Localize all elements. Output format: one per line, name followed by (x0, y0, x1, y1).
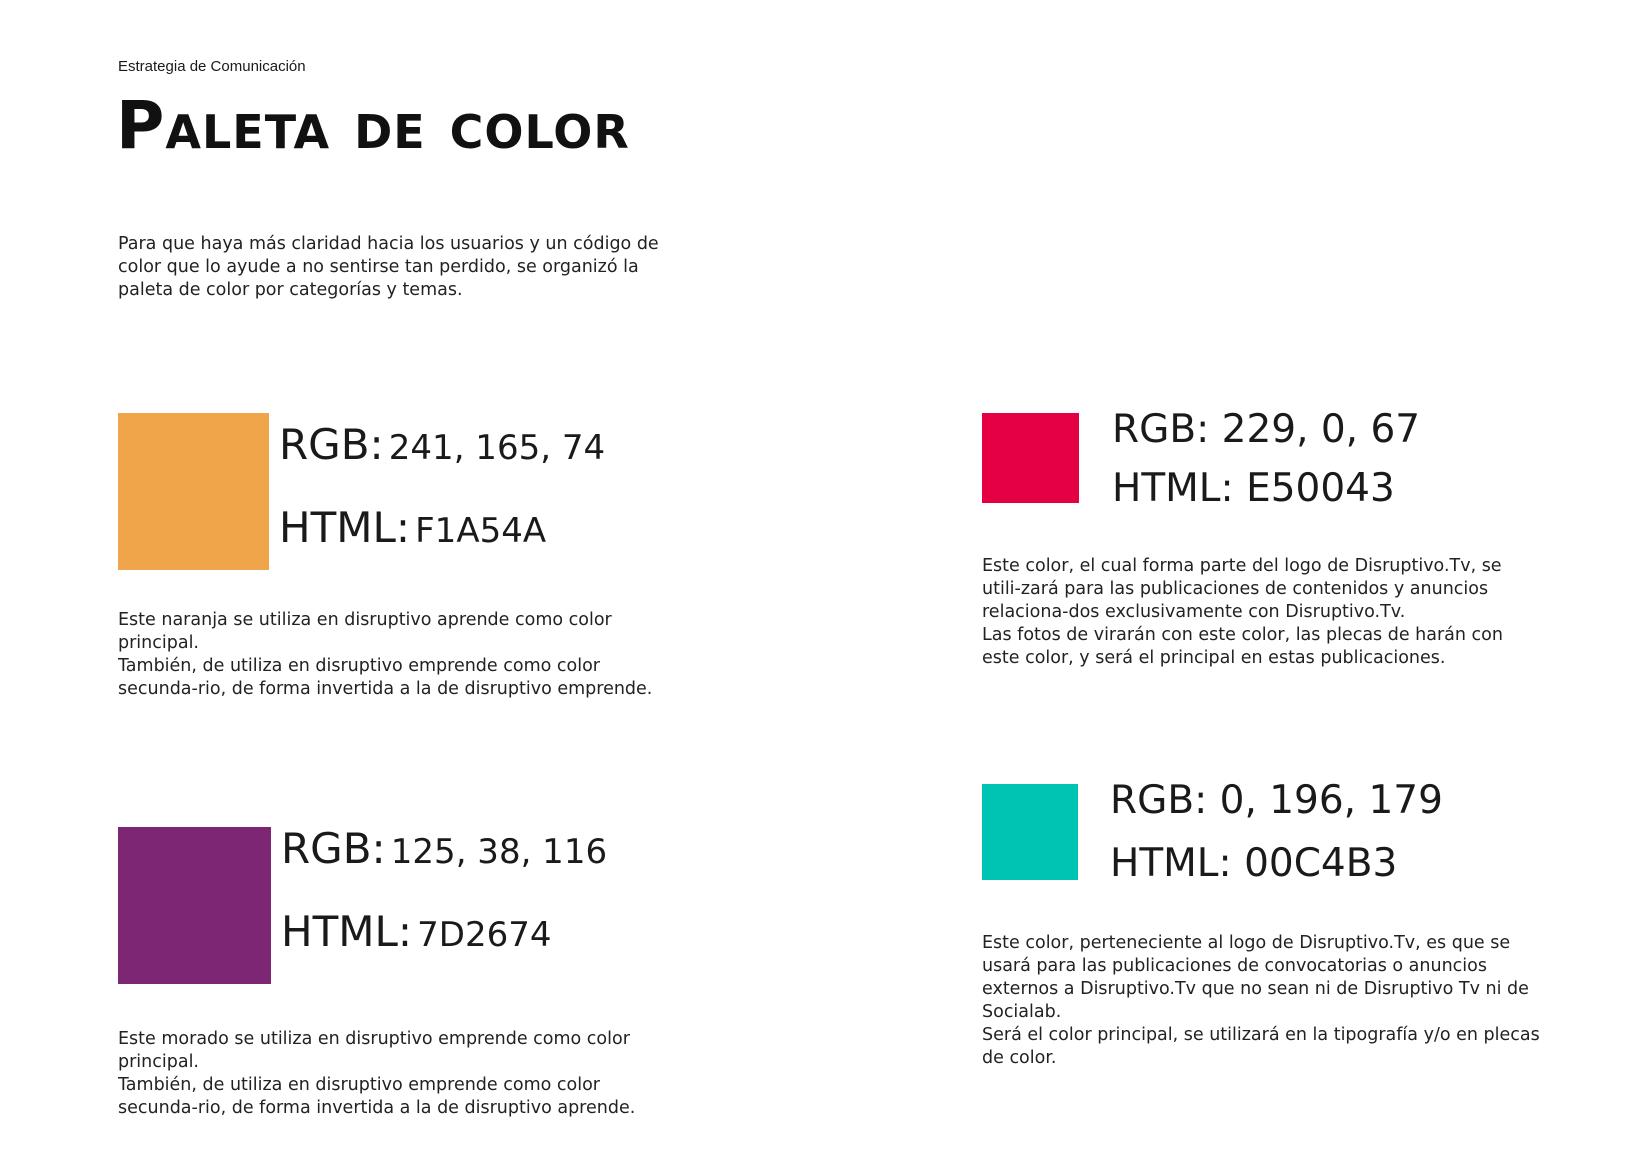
html-code-orange (279, 503, 546, 552)
color-swatch-orange (118, 413, 269, 570)
rgb-label: RGB: (1110, 778, 1208, 823)
rgb-label: RGB: (1112, 407, 1210, 452)
rgb-label: RGB: (281, 824, 386, 873)
description-paragraph: También, de utiliza en disruptivo emprende como color secunda-rio, de forma invertida a la de disruptivo emprende. (118, 656, 653, 699)
rgb-code-teal (1110, 778, 1443, 823)
html-code-purple (281, 907, 551, 956)
html-code-red (1112, 466, 1395, 511)
color-swatch-teal (982, 784, 1078, 880)
html-label: HTML: (279, 503, 411, 552)
rgb-code-red (1112, 407, 1420, 452)
description-paragraph: Este morado se utiliza en disruptivo emprende como color principal. (118, 1029, 630, 1072)
html-value: 00C4B3 (1244, 841, 1398, 886)
color-swatch-purple (118, 827, 271, 984)
html-value: E50043 (1246, 466, 1395, 511)
page-title: Paleta de color (116, 87, 630, 164)
description-red (982, 555, 1542, 670)
description-paragraph: Las fotos de virarán con este color, las plecas de harán con este color, y será el principal en estas publicaciones. (982, 625, 1503, 668)
supertitle: Estrategia de Comunicación (118, 58, 306, 75)
color-swatch-red (982, 413, 1079, 503)
rgb-value: 229, 0, 67 (1221, 407, 1421, 452)
description-paragraph: También, de utiliza en disruptivo emprende como color secunda-rio, de forma invertida a la de disruptivo aprende. (118, 1075, 636, 1118)
rgb-value: 0, 196, 179 (1219, 778, 1443, 823)
html-label: HTML: (281, 907, 413, 956)
description-paragraph: Este color, perteneciente al logo de Disruptivo.Tv, es que se usará para las publicaciones de convocatorias o anuncios externos a Disruptivo.Tv que no sean ni de Disruptivo Tv ni de Socialab. (982, 933, 1529, 1022)
description-purple (118, 1028, 678, 1120)
html-value: 7D2674 (417, 915, 552, 955)
description-paragraph: Este naranja se utiliza en disruptivo aprende como color principal. (118, 610, 612, 653)
rgb-code-orange (279, 420, 605, 469)
html-value: F1A54A (415, 511, 547, 551)
description-paragraph: Este color, el cual forma parte del logo de Disruptivo.Tv, se utili-zará para las publicaciones de contenidos y anuncios relaciona-dos exclusivamente con Disruptivo.Tv. (982, 556, 1502, 622)
html-code-teal (1110, 841, 1397, 886)
description-paragraph: Será el color principal, se utilizará en la tipografía y/o en plecas de color. (982, 1025, 1540, 1068)
description-teal (982, 932, 1542, 1070)
rgb-value: 241, 165, 74 (388, 428, 606, 468)
html-label: HTML: (1112, 466, 1234, 511)
rgb-code-purple (281, 824, 607, 873)
rgb-label: RGB: (279, 420, 384, 469)
rgb-value: 125, 38, 116 (390, 832, 608, 872)
description-orange (118, 609, 678, 701)
html-label: HTML: (1110, 841, 1232, 886)
intro-paragraph: Para que haya más claridad hacia los usuarios y un código de color que lo ayude a no sentirse tan perdido, se organizó la paleta de color por categorías y temas. (118, 234, 659, 300)
